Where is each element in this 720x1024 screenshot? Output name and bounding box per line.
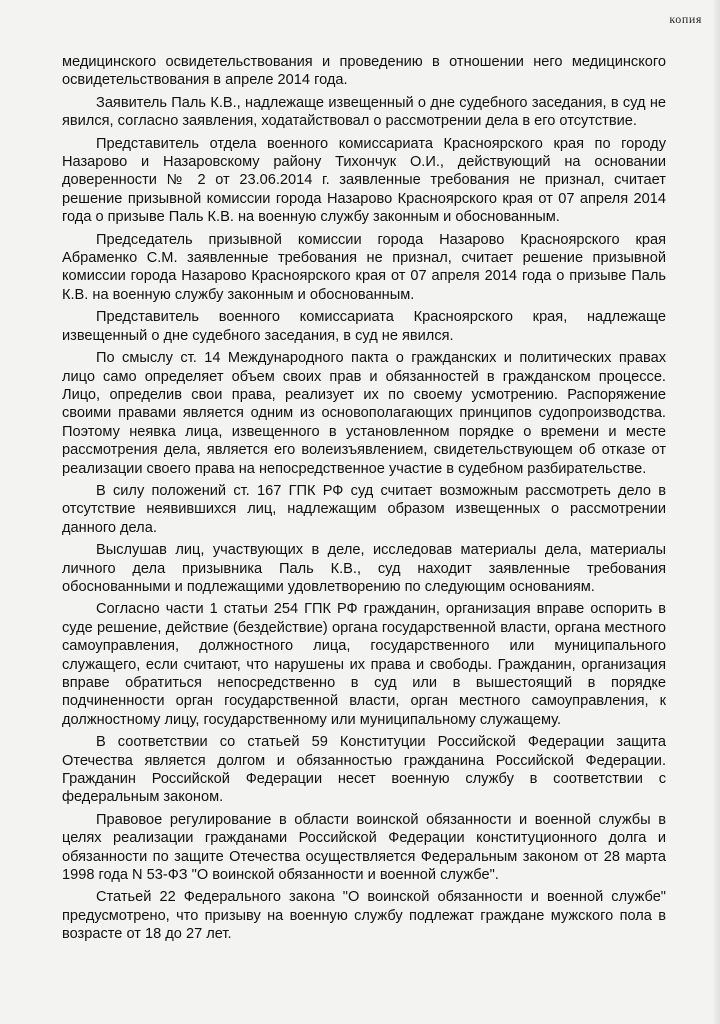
- paragraph-3: Представитель отдела военного комиссариата Красноярского края по городу Назарово и Назаровскому району Тихончук О.И., действующий на основании доверенности № 2 от 23.06.2014 г. заявленные требования не признал, считает решение призывной комиссии города Назарово Красноярского края от 07 апреля 2014 года о призыве Паль К.В. на военную службу законным и обоснованным.: [62, 135, 666, 226]
- document-body: [62, 53, 666, 948]
- paragraph-9: Согласно части 1 статьи 254 ГПК РФ гражданин, организация вправе оспорить в суде решение, действие (бездействие) органа государственной власти, органа местного самоуправления, должностного лица, государственного или муниципального служащего, если считают, что нарушены их права и свободы. Гражданин, организация вправе обратиться непосредственно в суд или в вышестоящий в порядке подчиненности орган государственной власти, орган местного самоуправления, к должностному лицу, государственному или муниципальному служащему.: [62, 601, 666, 728]
- paragraph-1: медицинского освидетельствования и проведению в отношении него медицинского освидетельствования в апреле 2014 года.: [62, 54, 666, 89]
- paragraph-10: В соответствии со статьей 59 Конституции Российской Федерации защита Отечества является долгом и обязанностью гражданина Российской Федерации. Гражданин Российской Федерации несет военную службу в соответствии с федеральным законом.: [62, 734, 666, 806]
- paragraph-12: Статьей 22 Федерального закона "О воинской обязанности и военной службе" предусмотрено, что призыву на военную службу подлежат граждане мужского пола в возрасте от 18 до 27 лет.: [62, 889, 666, 943]
- copy-stamp: копия: [669, 12, 702, 26]
- paragraph-6: По смыслу ст. 14 Международного пакта о гражданских и политических правах лицо само определяет объем своих прав и обязанностей в гражданском процессе. Лицо, определив свои права, реализует их по своему усмотрению. Распоряжение своими правами является одним из основополагающих принципов судопроизводства. Поэтому неявка лица, извещенного в установленном порядке о времени и месте рассмотрения дела, является его волеизъявлением, свидетельствующем об отказе от реализации своего права на непосредственное участие в судебном разбирательстве.: [62, 350, 666, 477]
- scan-edge-shadow: [712, 0, 720, 1024]
- paragraph-2: Заявитель Паль К.В., надлежаще извещенный о дне судебного заседания, в суд не явился, согласно заявления, ходатайствовал о рассмотрении дела в его отсутствие.: [62, 94, 666, 130]
- paragraph-7: В силу положений ст. 167 ГПК РФ суд считает возможным рассмотреть дело в отсутствие неявившихся лиц, надлежащим образом извещенных о рассмотрении данного дела.: [62, 482, 666, 536]
- paragraph-11: Правовое регулирование в области воинской обязанности и военной службы в целях реализации гражданами Российской Федерации конституционного долга и обязанности по защите Отечества осуществляется Федеральным законом от 28 марта 1998 года N 53-ФЗ "О воинской обязанности и военной службе".: [62, 811, 666, 884]
- paragraph-8: Выслушав лиц, участвующих в деле, исследовав материалы дела, материалы личного дела призывника Паль К.В., суд находит заявленные требования обоснованными и подлежащими удовлетворению по следующим основаниям.: [62, 542, 666, 595]
- paragraph-4: Председатель призывной комиссии города Назарово Красноярского края Абраменко С.М. заявленные требования не признал, считает решение призывной комиссии города Назарово Красноярского края от 07 апреля 2014 года о призыве Паль К.В. на военную службу законным и обоснованным.: [62, 231, 666, 303]
- paragraph-5: Представитель военного комиссариата Красноярского края, надлежаще извещенный о дне судебного заседания, в суд не явился.: [62, 309, 666, 344]
